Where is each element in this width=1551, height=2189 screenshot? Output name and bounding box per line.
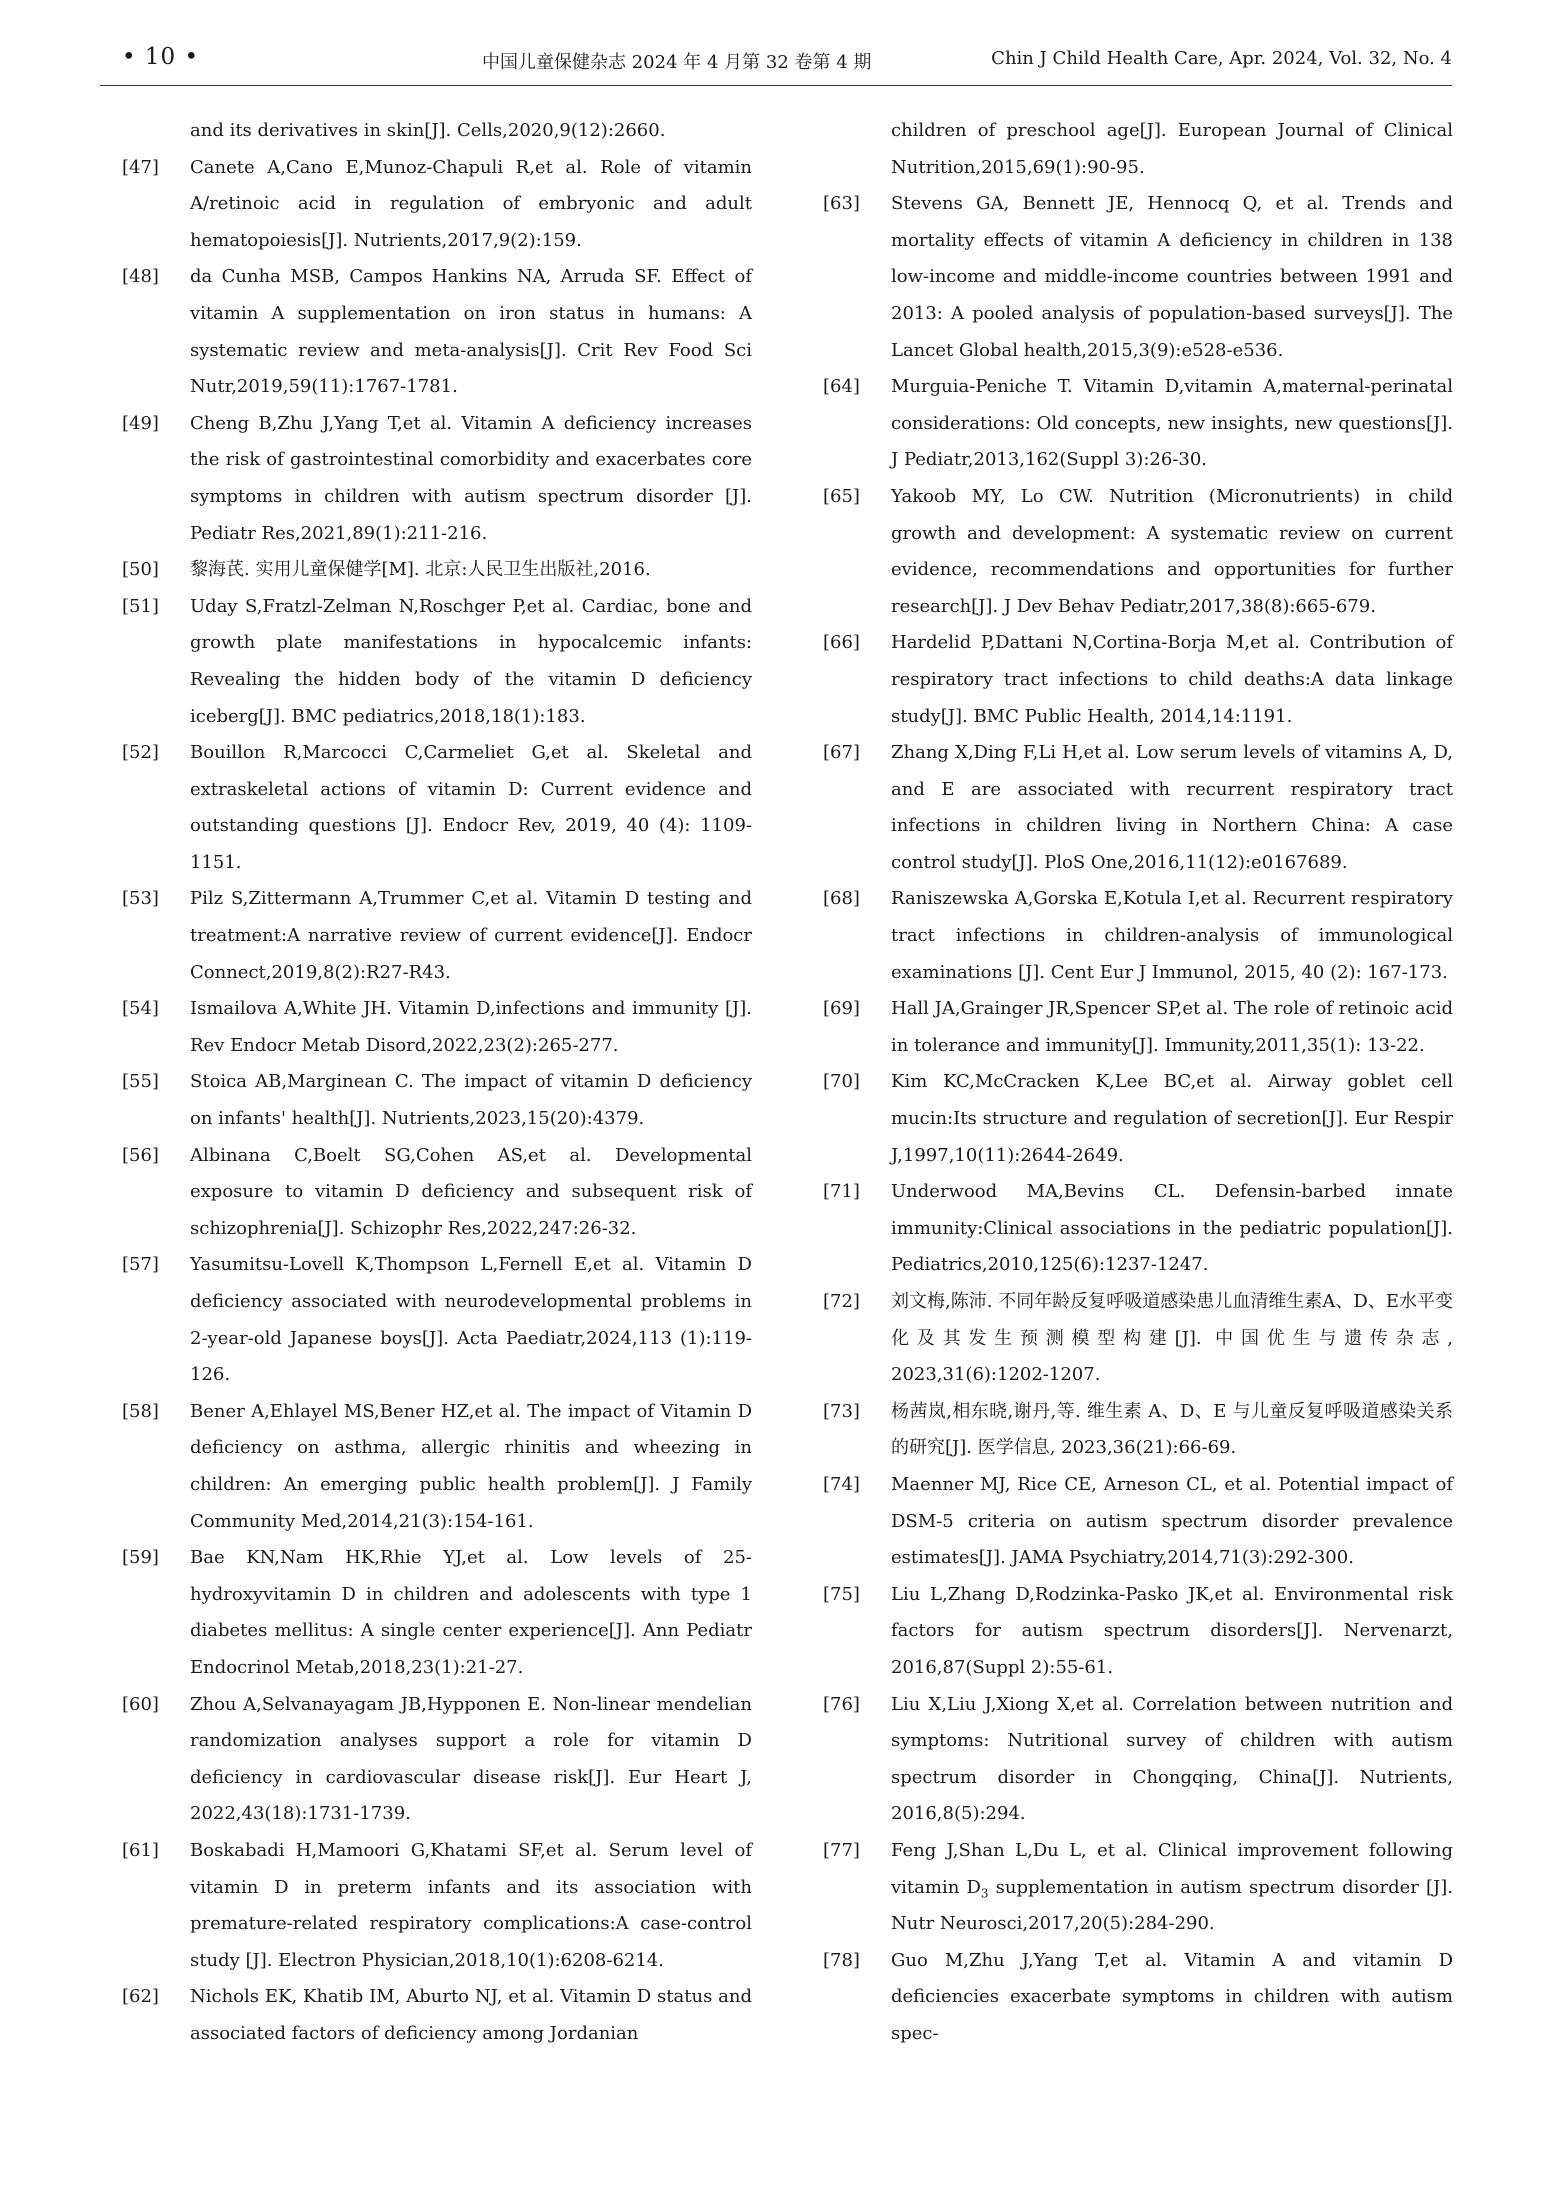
reference-continuation: and its derivatives in skin[J]. Cells,2020,9(12):2660.	[190, 120, 666, 141]
reference-76: [76] Liu X,Liu J,Xiong X,et al. Correlation between nutrition and symptoms: Nutritional survey of children with autism spectrum disorder in Chongqing, China[J]. Nutrients, 2016,8(5):294.	[823, 1693, 1453, 1825]
reference-50: [50] 黎海芪. 实用儿童保健学[M]. 北京:人民卫生出版社,2016.	[122, 559, 651, 581]
reference-56: [56] Albinana C,Boelt SG,Cohen AS,et al. Developmental exposure to vitamin D deficiency and subsequent risk of schizophrenia[J]. Schizophr Res,2022,247:26-32.	[122, 1144, 752, 1239]
header-rule	[100, 85, 1452, 86]
reference-64: [64] Murguia-Peniche T. Vitamin D,vitamin A,maternal-perinatal considerations: Old concepts, new insights, new questions[J]. J Pediatr,2013,162(Suppl 3):26-30.	[823, 376, 1453, 471]
reference-78: [78] Guo M,Zhu J,Yang T,et al. Vitamin A and vitamin D deficiencies exacerbate symptoms in children with autism spec-	[823, 1949, 1453, 2044]
reference-61: [61] Boskabadi H,Mamoori G,Khatami SF,et al. Serum level of vitamin D in preterm infants and its association with premature-related respiratory complications:A case-control study [J]. Electron Physician,2018,10(1):6208-6214.	[122, 1839, 752, 1971]
right-column	[823, 113, 1453, 2052]
reference-69: [69] Hall JA,Grainger JR,Spencer SP,et al. The role of retinoic acid in tolerance and immunity[J]. Immunity,2011,35(1): 13-22.	[823, 998, 1453, 1056]
page-number: • 10 •	[122, 44, 200, 70]
reference-67: [67] Zhang X,Ding F,Li H,et al. Low serum levels of vitamins A, D, and E are associated with recurrent respiratory tract infections in children living in Northern China: A case control study[J]. PloS One,2016,11(12):e0167689.	[823, 742, 1453, 873]
reference-59: [59] Bae KN,Nam HK,Rhie YJ,et al. Low levels of 25-hydroxyvitamin D in children and adolescents with type 1 diabetes mellitus: A single center experience[J]. Ann Pediatr Endocrinol Metab,2018,23(1):21-27.	[122, 1547, 752, 1678]
reference-71: [71] Underwood MA,Bevins CL. Defensin-barbed innate immunity:Clinical associations in the pediatric population[J]. Pediatrics,2010,125(6):1237-1247.	[823, 1181, 1453, 1276]
page-header	[100, 40, 1452, 80]
reference-77: [77] Feng J,Shan L,Du L, et al. Clinical improvement following vitamin $D_3$ supplementation in autism spectrum disorder [J]. Nutr Neurosci,2017,20(5):284-290.	[823, 1839, 1453, 1935]
reference-66: [66] Hardelid P,Dattani N,Cortina-Borja M,et al. Contribution of respiratory tract infections to child deaths:A data linkage study[J]. BMC Public Health, 2014,14:1191.	[823, 632, 1453, 727]
reference-continuation: children of preschool age[J]. European Journal of Clinical Nutrition,2015,69(1):90-95.	[891, 120, 1453, 178]
reference-72: [72] 刘文梅,陈沛. 不同年龄反复呼吸道感染患儿血清维生素A、D、E水平变化及其发生预测模型构建[J]. 中国优生与遗传杂志, 2023,31(6):1202-1207.	[823, 1291, 1453, 1386]
reference-60: [60] Zhou A,Selvanayagam JB,Hypponen E. Non-linear mendelian randomization analyses support a role for vitamin D deficiency in cardiovascular disease risk[J]. Eur Heart J, 2022,43(18):1731-1739.	[122, 1693, 752, 1825]
reference-53: [53] Pilz S,Zittermann A,Trummer C,et al. Vitamin D testing and treatment:A narrative review of current evidence[J]. Endocr Connect,2019,8(2):R27-R43.	[122, 888, 752, 983]
journal-title-en: Chin J Child Health Care, Apr. 2024, Vol. 32, No. 4	[991, 48, 1452, 69]
reference-58: [58] Bener A,Ehlayel MS,Bener HZ,et al. The impact of Vitamin D deficiency on asthma, allergic rhinitis and wheezing in children: An emerging public health problem[J]. J Family Community Med,2014,21(3):154-161.	[122, 1400, 752, 1532]
reference-75: [75] Liu L,Zhang D,Rodzinka-Pasko JK,et al. Environmental risk factors for autism spectrum disorders[J]. Nervenarzt, 2016,87(Suppl 2):55-61.	[823, 1583, 1453, 1678]
reference-49: [49] Cheng B,Zhu J,Yang T,et al. Vitamin A deficiency increases the risk of gastrointestinal comorbidity and exacerbates core symptoms in children with autism spectrum disorder [J]. Pediatr Res,2021,89(1):211-216.	[122, 412, 752, 544]
reference-73: [73] 杨茜岚,相东晓,谢丹,等. 维生素 A、D、E 与儿童反复呼吸道感染关系的研究[J]. 医学信息, 2023,36(21):66-69.	[823, 1400, 1453, 1459]
left-column	[122, 113, 752, 2052]
reference-68: [68] Raniszewska A,Gorska E,Kotula I,et al. Recurrent respiratory tract infections in children-analysis of immunological examinations [J]. Cent Eur J Immunol, 2015, 40 (2): 167-173.	[823, 888, 1453, 983]
reference-57: [57] Yasumitsu-Lovell K,Thompson L,Fernell E,et al. Vitamin D deficiency associated with neurodevelopmental problems in 2-year-old Japanese boys[J]. Acta Paediatr,2024,113 (1):119-126.	[122, 1254, 752, 1386]
reference-48: [48] da Cunha MSB, Campos Hankins NA, Arruda SF. Effect of vitamin A supplementation on iron status in humans: A systematic review and meta-analysis[J]. Crit Rev Food Sci Nutr,2019,59(11):1767-1781.	[122, 266, 752, 398]
journal-title-cn: 中国儿童保健杂志 2024 年 4 月第 32 卷第 4 期	[482, 52, 872, 73]
reference-55: [55] Stoica AB,Marginean C. The impact of vitamin D deficiency on infants' health[J]. Nutrients,2023,15(20):4379.	[122, 1071, 752, 1130]
reference-65: [65] Yakoob MY, Lo CW. Nutrition (Micronutrients) in child growth and development: A systematic review on current evidence, recommendations and opportunities for further research[J]. J Dev Behav Pediatr,2017,38(8):665-679.	[823, 485, 1453, 617]
reference-51: [51] Uday S,Fratzl-Zelman N,Roschger P,et al. Cardiac, bone and growth plate manifestations in hypocalcemic infants: Revealing the hidden body of the vitamin D deficiency iceberg[J]. BMC pediatrics,2018,18(1):183.	[122, 595, 752, 727]
reference-74: [74] Maenner MJ, Rice CE, Arneson CL, et al. Potential impact of DSM-5 criteria on autism spectrum disorder prevalence estimates[J]. JAMA Psychiatry,2014,71(3):292-300.	[823, 1473, 1453, 1569]
reference-63: [63] Stevens GA, Bennett JE, Hennocq Q, et al. Trends and mortality effects of vitamin A deficiency in children in 138 low-income and middle-income countries between 1991 and 2013: A pooled analysis of population-based surveys[J]. The Lancet Global health,2015,3(9):e528-e536.	[823, 193, 1453, 361]
reference-54: [54] Ismailova A,White JH. Vitamin D,infections and immunity [J]. Rev Endocr Metab Disord,2022,23(2):265-277.	[122, 998, 752, 1056]
reference-52: [52] Bouillon R,Marcocci C,Carmeliet G,et al. Skeletal and extraskeletal actions of vitamin D: Current evidence and outstanding questions [J]. Endocr Rev, 2019, 40 (4): 1109-1151.	[122, 742, 752, 873]
reference-62: [62] Nichols EK, Khatib IM, Aburto NJ, et al. Vitamin D status and associated factors of deficiency among Jordanian	[122, 1986, 752, 2044]
reference-70: [70] Kim KC,McCracken K,Lee BC,et al. Airway goblet cell mucin:Its structure and regulation of secretion[J]. Eur Respir J,1997,10(11):2644-2649.	[823, 1071, 1453, 1166]
reference-47: [47] Canete A,Cano E,Munoz-Chapuli R,et al. Role of vitamin A/retinoic acid in regulation of embryonic and adult hematopoiesis[J]. Nutrients,2017,9(2):159.	[122, 156, 752, 251]
